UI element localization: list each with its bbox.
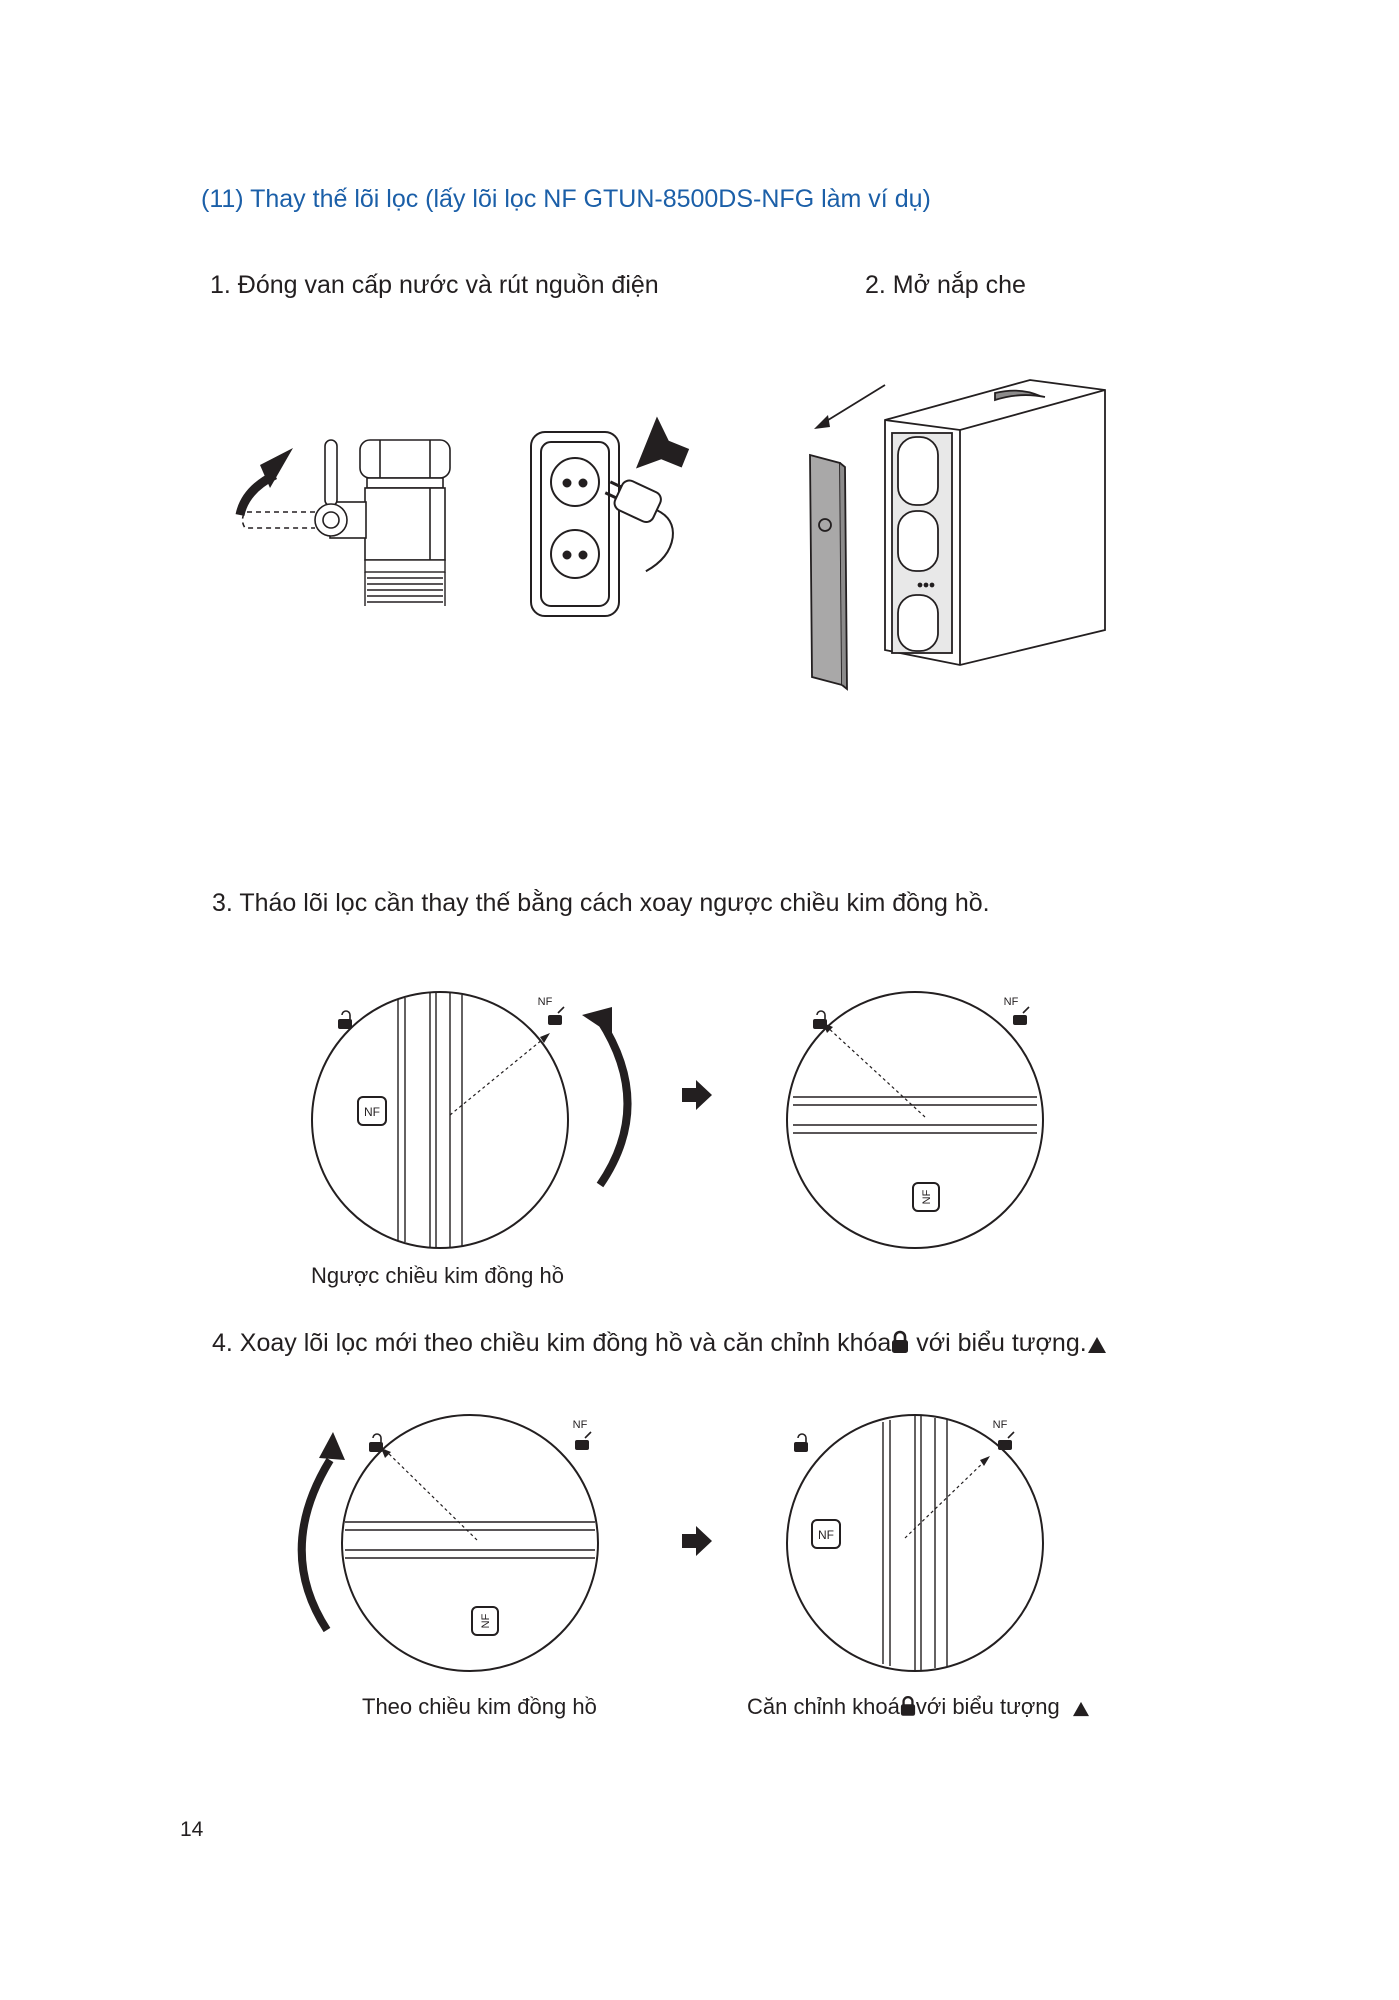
caption-align-text-end: với biểu tượng	[915, 1694, 1060, 1719]
caption-clockwise: Theo chiều kim đồng hồ	[362, 1694, 597, 1719]
socket-unplug-illustration	[525, 420, 705, 620]
step3-disc-before	[310, 985, 640, 1260]
step-4-text: 4. Xoay lõi lọc mới theo chiều kim đồng hồ và căn chỉnh khóa	[212, 1329, 892, 1357]
section-title: (11) Thay thế lõi lọc (lấy lõi lọc NF GTUN-8500DS-NFG làm ví dụ)	[201, 185, 931, 213]
step3-disc-after	[785, 985, 1075, 1260]
triangle-marker-icon	[1072, 1701, 1090, 1717]
nf-label-2: NF	[537, 996, 553, 1008]
open-cover-illustration	[800, 375, 1130, 700]
arrow-right-icon	[680, 1080, 716, 1110]
step4-disc-after	[770, 1410, 1070, 1680]
step-3-heading: 3. Tháo lõi lọc cần thay thế bằng cách xoay ngược chiều kim đồng hồ.	[212, 889, 990, 917]
nut-top	[360, 440, 450, 478]
nf-label-1: NF	[364, 1105, 380, 1119]
purifier-unit	[885, 380, 1105, 665]
step-4-text-end: với biểu tượng.	[909, 1329, 1087, 1357]
nf-label-7: NF	[818, 1528, 834, 1542]
nf-label-8: NF	[992, 1419, 1008, 1431]
step4-disc-before	[285, 1410, 625, 1680]
caption-align-lock	[747, 1694, 1090, 1720]
arrow-right-icon	[680, 1526, 716, 1556]
page-number: 14	[180, 1818, 204, 1841]
nf-label-3: NF	[921, 1189, 933, 1205]
thread	[365, 560, 445, 606]
step-1-heading: 1. Đóng van cấp nước và rút nguồn điện	[210, 271, 659, 299]
triangle-marker-icon	[1087, 1336, 1107, 1354]
lock-closed-icon	[891, 1330, 909, 1354]
valve-illustration	[235, 420, 465, 620]
nf-label-4: NF	[1003, 996, 1019, 1008]
caption-align-text: Căn chỉnh khoá	[747, 1694, 900, 1719]
step-4-heading	[212, 1329, 1107, 1358]
step-2-heading: 2. Mở nắp che	[865, 271, 1026, 299]
nf-label-5: NF	[480, 1613, 492, 1629]
nf-label-6: NF	[572, 1419, 588, 1431]
lock-closed-icon	[900, 1695, 916, 1717]
cover-panel	[810, 455, 847, 689]
caption-counter-clockwise: Ngược chiều kim đồng hồ	[311, 1263, 564, 1288]
